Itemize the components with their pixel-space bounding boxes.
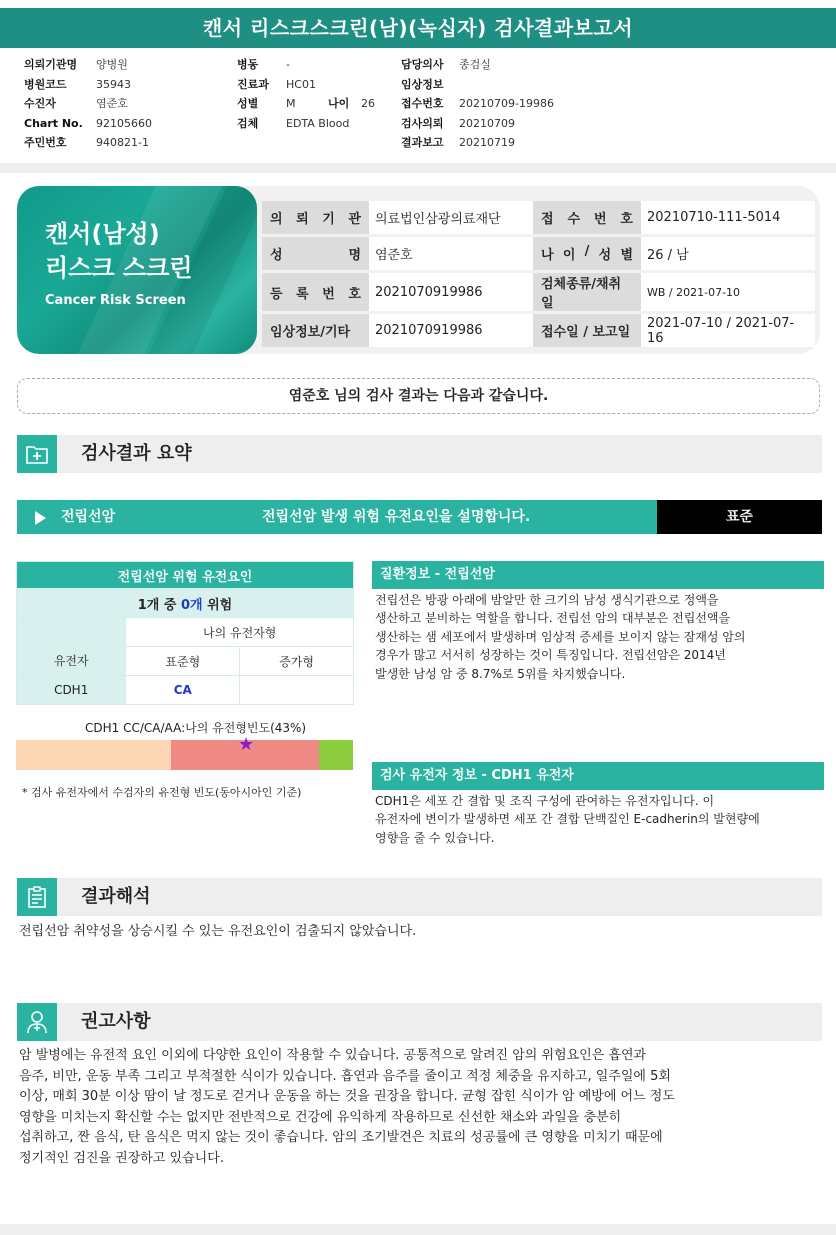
- header-col-3: [401, 55, 554, 153]
- gene-info-text: CDH1은 세포 간 결합 및 조직 구성에 관여하는 유전자입니다. 이 유전자에 변이가 발생하면 세포 간 결합 단백질인 E-cadherin의 발현량에 영향을 줄 수 있습니다.: [375, 794, 760, 845]
- result-badge: 표준: [657, 500, 822, 534]
- header-row: 병동 -: [237, 58, 290, 71]
- footer-bar: [0, 1224, 836, 1235]
- info-label: 나 이 / 성 별: [533, 237, 641, 270]
- section-title: 검사결과 요약: [81, 443, 192, 464]
- info-label: 검체종류/채취일: [533, 273, 641, 311]
- info-value: 2021070919986: [369, 273, 533, 311]
- info-label: 성 명: [262, 237, 369, 270]
- frequency-segment: [16, 740, 171, 770]
- header-row: 성별 M 나이 26: [237, 94, 375, 114]
- my-genotype-header: 나의 유전자형: [126, 618, 354, 647]
- age-label: 나이: [328, 97, 350, 110]
- header-col-2: [237, 55, 375, 133]
- header-row: 검체 EDTA Blood: [237, 116, 350, 130]
- frequency-segment: [319, 740, 353, 770]
- info-value: 2021-07-10 / 2021-07-16: [641, 314, 815, 347]
- header-row: 접수번호 20210709-19986: [401, 97, 554, 110]
- header-row: 병원코드 35943: [24, 77, 131, 91]
- cancer-name: 전립선암: [61, 509, 116, 525]
- section-interpretation: [17, 878, 822, 916]
- table-row: [17, 618, 354, 647]
- table-row: [17, 676, 354, 705]
- section-summary: [17, 435, 822, 473]
- interpretation-text: 전립선암 취약성을 상승시킬 수 있는 유전요인이 검출되지 않았습니다.: [19, 924, 417, 939]
- info-value: 2021070919986: [369, 314, 533, 347]
- section-title: 결과해석: [81, 886, 151, 907]
- header-row: 결과보고 20210719: [401, 136, 515, 149]
- info-value: WB / 2021-07-10: [641, 273, 815, 311]
- table-row: [262, 201, 815, 234]
- table-row: [262, 314, 815, 347]
- play-arrow-icon: [35, 511, 46, 525]
- table-row: [262, 237, 815, 270]
- divider: [0, 163, 836, 173]
- frequency-label: CDH1 CC/CA/AA:나의 유전형빈도(43%): [85, 721, 307, 735]
- greeting-message: 염준호 님의 검사 결과는 다음과 같습니다.: [17, 378, 820, 414]
- info-value: 염준호: [369, 237, 533, 270]
- info-label: 임상정보/기타: [262, 314, 369, 347]
- banner-title-line-1: 캔서(남성): [45, 220, 160, 248]
- info-value: 26 / 남: [641, 237, 815, 270]
- column-header: 증가형: [240, 647, 354, 676]
- risk-summary: 1개 중 0개 위험: [17, 589, 354, 618]
- gene-info-title: 검사 유전자 정보 - CDH1 유전자: [372, 762, 824, 790]
- cancer-description: 전립선암 발생 위험 유전요인을 설명합니다.: [262, 509, 531, 525]
- increased-genotype: [240, 676, 354, 705]
- section-recommendation: [17, 1003, 822, 1041]
- header-row: 임상정보: [401, 77, 444, 91]
- frequency-bar: [16, 740, 353, 770]
- medical-folder-icon: [17, 435, 57, 473]
- header-row: 검사의뢰 20210709: [401, 116, 515, 130]
- frequency-footnote: * 검사 유전자에서 수검자의 유전형 빈도(동아시아인 기준): [22, 786, 302, 799]
- header-row: 담당의사 종검실: [401, 58, 491, 71]
- header-row: Chart No. 92105660: [24, 116, 152, 130]
- doctor-icon: [17, 1003, 57, 1041]
- info-label: 의 뢰 기 관: [262, 201, 369, 234]
- section-title: 권고사항: [81, 1011, 151, 1032]
- patient-info-table: [262, 198, 815, 350]
- header-row: 수진자 염준호: [24, 97, 128, 110]
- my-genotype-star-icon: ★: [238, 734, 255, 755]
- standard-genotype: CA: [126, 676, 240, 705]
- info-value: 20210710-111-5014: [641, 201, 815, 234]
- info-label: 접 수 번 호: [533, 201, 641, 234]
- table-row: [17, 589, 354, 618]
- header-row: 의뢰기관명 양병원: [24, 58, 128, 71]
- banner-logo-panel: [17, 186, 257, 354]
- table-header: 전립선암 위험 유전요인: [17, 562, 354, 589]
- banner-subtitle: Cancer Risk Screen: [45, 293, 186, 308]
- info-label: 등 록 번 호: [262, 273, 369, 311]
- report-title: 캔서 리스크스크린(남)(녹십자) 검사결과보고서: [0, 8, 836, 48]
- header-row: 진료과 HC01: [237, 77, 316, 91]
- table-row: [17, 562, 354, 589]
- header-col-1: [24, 55, 152, 153]
- banner-title-line-2: 리스크 스크린: [45, 254, 193, 282]
- disease-info-text: 전립선은 방광 아래에 밤알만 한 크기의 남성 생식기관으로 정액을 생산하고 분비하는 역할을 합니다. 전립선 암의 대부분은 전립선액을 생산하는 샘 세포에서 발생하며 임상적 증세를 보이지 않는 잠재성 암의 경우가 많고 서서히 성장하는 것이 특징입니다. 전립선암은 2014년 발생한 남성 암 중 8.7%로 5위를 차지했습니다.: [375, 593, 746, 681]
- column-header: 표준형: [126, 647, 240, 676]
- header-row: 주민번호 940821-1: [24, 136, 149, 149]
- disease-info-title: 질환정보 - 전립선암: [372, 561, 824, 589]
- gene-name: CDH1: [17, 676, 126, 705]
- column-header: 유전자: [17, 647, 126, 676]
- cancer-result-strip: [17, 500, 822, 534]
- info-label: 접수일 / 보고일: [533, 314, 641, 347]
- table-row: [262, 273, 815, 311]
- info-value: 의료법인삼광의료재단: [369, 201, 533, 234]
- recommendation-text: 암 발병에는 유전적 요인 이외에 다양한 요인이 작용할 수 있습니다. 공통적으로 알려진 암의 위험요인은 흡연과 음주, 비만, 운동 부족 그리고 부적절한 식이가 있습니다. 흡연과 음주를 줄이고 적정 체중을 유지하고, 일주일에 5회 이상, 매회 30분 이상 땀이 날 정도로 걷거나 운동을 하는 것을 권장을 합니다. 균형 잡힌 식이가 암 예방에 어느 정도 영향을 미치는지 확신할 수는 없지만 전반적으로 건강에 유익하게 작용하므로 신선한 채소와 과일을 충분히 섭취하고, 짠 음식, 탄 음식은 먹지 않는 것이 좋습니다. 암의 조기발견은 치료의 성공률에 큰 영향을 미치기 때문에 정기적인 검진을 권장하고 있습니다.: [19, 1048, 675, 1166]
- gene-risk-table: [16, 561, 354, 705]
- age-value: 26: [361, 97, 375, 110]
- clipboard-icon: [17, 878, 57, 916]
- table-row: [17, 647, 354, 676]
